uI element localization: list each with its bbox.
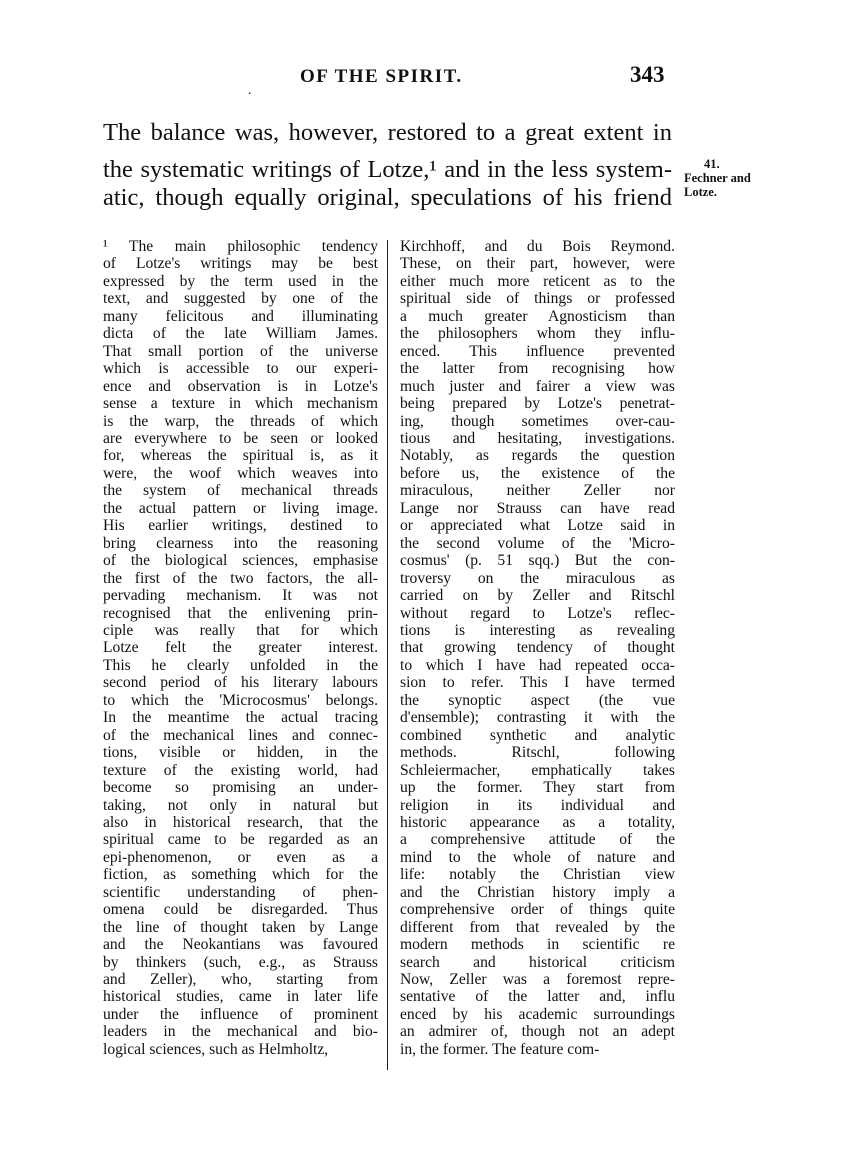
margin-note-line: Lotze. <box>684 185 717 199</box>
footnote-line: the system of mechanical threads <box>103 482 378 500</box>
footnote-line: in, the former. The feature com- <box>400 1040 600 1058</box>
footnote-line: omena could be disregarded. Thus <box>103 901 378 919</box>
footnote-line: and Zeller), who, starting from <box>103 971 378 989</box>
footnote-line: tions is interesting as revealing <box>400 621 675 639</box>
stray-dot: . <box>248 83 252 98</box>
footnote-line: different from that revealed by the <box>400 918 675 936</box>
footnote-line: religion in its individual and <box>400 796 675 814</box>
body-text-line: The balance was, however, restored to a great extent in <box>103 119 672 146</box>
footnote-line: text, and suggested by one of the <box>103 290 378 308</box>
footnote-line: much juster and fairer a view was <box>400 377 675 395</box>
margin-note-line: Fechner and <box>684 171 751 185</box>
footnote-line: troversy on the miraculous as <box>400 569 675 587</box>
footnote-line: of the mechanical lines and connec- <box>103 726 378 744</box>
footnote-line: which is accessible to our experi- <box>103 360 378 378</box>
footnote-right-column <box>400 238 675 1058</box>
footnote-line: dicta of the late William James. <box>103 325 378 343</box>
footnote-line: to which the 'Microcosmus' belongs. <box>103 691 378 709</box>
footnote-line: expressed by the term used in the <box>103 272 378 290</box>
footnote-line: the actual pattern or living image. <box>103 499 378 517</box>
footnote-line: His earlier writings, destined to <box>103 517 378 535</box>
footnote-line: tions, visible or hidden, in the <box>103 744 378 762</box>
footnote-line: by thinkers (such, e.g., as Strauss <box>103 953 378 971</box>
footnote-line: Now, Zeller was a foremost repre- <box>400 971 675 989</box>
footnote-line: enced. This influence prevented <box>400 342 675 360</box>
footnote-line: historical studies, came in later life <box>103 988 378 1006</box>
margin-note-number: 41. <box>704 157 720 171</box>
running-head: OF THE SPIRIT. <box>300 66 463 87</box>
footnote-line: scientific understanding of phen- <box>103 883 378 901</box>
footnote-line: were, the woof which weaves into <box>103 464 378 482</box>
footnote-line: second period of his literary labours <box>103 674 378 692</box>
footnote-line: ence and observation is in Lotze's <box>103 377 378 395</box>
footnote-line: This he clearly unfolded in the <box>103 656 378 674</box>
footnote-line: historic appearance as a totality, <box>400 813 675 831</box>
page-number: 343 <box>630 62 665 87</box>
footnote-line: and the Neokantians was favoured <box>103 936 378 954</box>
footnote-line: modern methods in scientific re <box>400 936 675 954</box>
footnote-line: the latter from recognising how <box>400 360 675 378</box>
footnote-line: sense a texture in which mechanism <box>103 395 378 413</box>
footnote-line: bring clearness into the reasoning <box>103 534 378 552</box>
footnote-line: a much greater Agnosticism than <box>400 307 675 325</box>
footnote-line: that growing tendency of thought <box>400 639 675 657</box>
footnote-line: is the warp, the threads of which <box>103 412 378 430</box>
footnote-line: sentative of the latter and, influ <box>400 988 675 1006</box>
footnote-line: or appreciated what Lotze said in <box>400 517 675 535</box>
footnote-line: texture of the existing world, had <box>103 761 378 779</box>
footnote-line: comprehensive order of things quite <box>400 901 675 919</box>
footnote-line: Schleiermacher, emphatically takes <box>400 761 675 779</box>
footnote-line: combined synthetic and analytic <box>400 726 675 744</box>
footnote-line: the first of the two factors, the all- <box>103 569 378 587</box>
footnote-line: recognised that the enlivening prin- <box>103 604 378 622</box>
footnote-line: Kirchhoff, and du Bois Reymond. <box>400 238 675 255</box>
footnote-line: are everywhere to be seen or looked <box>103 429 378 447</box>
footnote-line: enced by his academic surroundings <box>400 1005 675 1023</box>
footnote-line: Lotze felt the greater interest. <box>103 639 378 657</box>
column-rule <box>387 240 388 1070</box>
footnote-line: spiritual side of things or professed <box>400 290 675 308</box>
footnote-line: carried on by Zeller and Ritschl <box>400 587 675 605</box>
footnote-line: under the influence of prominent <box>103 1005 378 1023</box>
footnote-line: before us, the existence of the <box>400 464 675 482</box>
footnote-line: spiritual came to be regarded as an <box>103 831 378 849</box>
margin-note <box>684 157 774 199</box>
footnote-line: the philosophers whom they influ- <box>400 325 675 343</box>
footnote-line: In the meantime the actual tracing <box>103 709 378 727</box>
footnote-line: tious and hesitating, investigations. <box>400 429 675 447</box>
footnote-line: logical sciences, such as Helmholtz, <box>103 1040 329 1058</box>
footnote-left-column <box>103 238 378 1058</box>
footnote-line: a comprehensive attitude of the <box>400 831 675 849</box>
footnote-line: pervading mechanism. It was not <box>103 587 378 605</box>
body-text-line: the systematic writings of Lotze,¹ and in the less system- <box>103 156 672 183</box>
footnote-line: ing, though sometimes over-cau- <box>400 412 675 430</box>
footnote-line: of the biological sciences, emphasise <box>103 552 378 570</box>
footnote-line: taking, not only in natural but <box>103 796 378 814</box>
footnote-line: up the former. They start from <box>400 779 675 797</box>
footnote-line: epi-phenomenon, or even as a <box>103 848 378 866</box>
footnote-line: for, whereas the spiritual is, as it <box>103 447 378 465</box>
footnote-line: the second volume of the 'Micro- <box>400 534 675 552</box>
footnote-line: the synoptic aspect (the vue <box>400 691 675 709</box>
footnote-line: without regard to Lotze's reflec- <box>400 604 675 622</box>
footnote-line: also in historical research, that the <box>103 813 378 831</box>
footnote-line: become so promising an under- <box>103 779 378 797</box>
footnote-line: sion to refer. This I have termed <box>400 674 675 692</box>
footnote-line: ciple was really that for which <box>103 621 378 639</box>
footnote-line: an admirer of, though not an adept <box>400 1023 675 1041</box>
footnote-line: the line of thought taken by Lange <box>103 918 378 936</box>
footnote-line: Lange nor Strauss can have read <box>400 499 675 517</box>
footnote-line: These, on their part, however, were <box>400 255 675 273</box>
footnote-line: to which I have had repeated occa- <box>400 656 675 674</box>
footnote-line: search and historical criticism <box>400 953 675 971</box>
footnote-line: of Lotze's writings may be best <box>103 255 378 273</box>
footnote-line: either much more reticent as to the <box>400 272 675 290</box>
footnote-line: methods. Ritschl, following <box>400 744 675 762</box>
body-text-line: atic, though equally original, speculations of his friend <box>103 184 672 211</box>
footnote-line: d'ensemble); contrasting it with the <box>400 709 675 727</box>
footnote-line: ¹ The main philosophic tendency <box>103 238 378 255</box>
footnote-line: life: notably the Christian view <box>400 866 675 884</box>
footnote-line: fiction, as something which for the <box>103 866 378 884</box>
footnote-line: cosmus' (p. 51 sqq.) But the con- <box>400 552 675 570</box>
footnote-line: Notably, as regards the question <box>400 447 675 465</box>
footnote-line: leaders in the mechanical and bio- <box>103 1023 378 1041</box>
footnote-line: being prepared by Lotze's penetrat- <box>400 395 675 413</box>
footnote-line: many felicitous and illuminating <box>103 307 378 325</box>
footnote-line: mind to the whole of nature and <box>400 848 675 866</box>
footnote-line: That small portion of the universe <box>103 342 378 360</box>
footnote-line: miraculous, neither Zeller nor <box>400 482 675 500</box>
footnote-line: and the Christian history imply a <box>400 883 675 901</box>
